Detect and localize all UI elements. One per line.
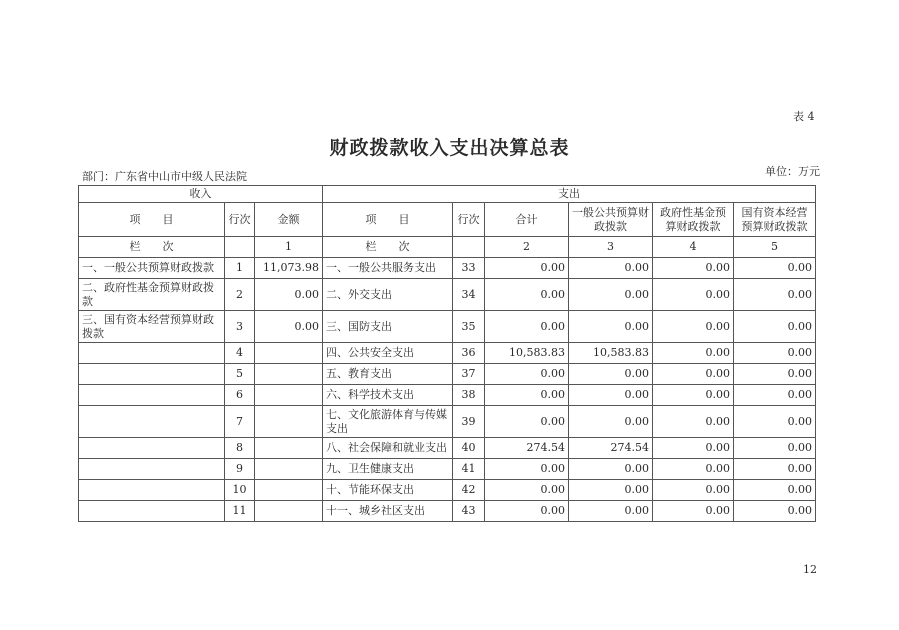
header-row-columns [79,203,816,237]
general-budget-value: 0.00 [569,279,653,311]
income-amount [255,438,323,459]
state-capital-value: 0.00 [734,311,816,343]
expense-item: 二、外交支出 [323,279,453,311]
general-budget-value: 10,583.83 [569,343,653,364]
income-amount: 0.00 [255,311,323,343]
income-item [79,385,225,406]
page-title: 财政拨款收入支出决算总表 [329,137,570,159]
income-item [79,459,225,480]
income-row-no: 8 [225,438,255,459]
general-budget-value: 0.00 [569,385,653,406]
gov-fund-value: 0.00 [653,258,734,279]
income-amount: 11,073.98 [255,258,323,279]
general-budget-value: 0.00 [569,406,653,438]
total-value: 0.00 [485,385,569,406]
state-capital-value: 0.00 [734,258,816,279]
total-value: 0.00 [485,364,569,385]
income-amount [255,480,323,501]
department-label: 部门：广东省中山市中级人民法院 [82,170,247,183]
income-row-no: 11 [225,501,255,522]
income-item [79,406,225,438]
expense-row-no: 40 [453,438,485,459]
income-amount [255,459,323,480]
gov-fund-value: 0.00 [653,343,734,364]
income-amount [255,364,323,385]
table-row [79,438,816,459]
gov-fund-value: 0.00 [653,364,734,385]
gov-fund-value: 0.00 [653,385,734,406]
general-budget-value: 0.00 [569,480,653,501]
total-value: 0.00 [485,501,569,522]
total-value: 0.00 [485,406,569,438]
gov-fund-header: 政府性基金预算财政拨款 [653,203,734,237]
expense-item: 十一、城乡社区支出 [323,501,453,522]
gov-fund-value: 0.00 [653,279,734,311]
col-index-2: 2 [485,237,569,258]
income-amount-header: 金额 [255,203,323,237]
col-index-5: 5 [734,237,816,258]
total-value: 0.00 [485,279,569,311]
state-capital-value: 0.00 [734,279,816,311]
page-number: 12 [803,563,817,576]
income-row-no: 10 [225,480,255,501]
gov-fund-value: 0.00 [653,311,734,343]
general-budget-value: 0.00 [569,501,653,522]
gov-fund-value: 0.00 [653,501,734,522]
expense-item: 一、一般公共服务支出 [323,258,453,279]
general-budget-value: 0.00 [569,311,653,343]
col-index-4: 4 [653,237,734,258]
income-item [79,480,225,501]
expense-row-no: 36 [453,343,485,364]
expense-item: 七、文化旅游体育与传媒支出 [323,406,453,438]
table-row [79,501,816,522]
expense-header: 支出 [323,186,816,203]
expense-row-no: 42 [453,480,485,501]
unit-label: 单位：万元 [765,165,820,178]
total-header: 合计 [485,203,569,237]
total-value: 0.00 [485,258,569,279]
income-row-no: 5 [225,364,255,385]
state-capital-value: 0.00 [734,459,816,480]
state-capital-value: 0.00 [734,343,816,364]
table-row [79,258,816,279]
table-row [79,279,816,311]
income-item [79,438,225,459]
empty-cell [225,237,255,258]
table-row [79,343,816,364]
income-item [79,364,225,385]
gov-fund-value: 0.00 [653,480,734,501]
income-amount: 0.00 [255,279,323,311]
state-capital-header: 国有资本经营预算财政拨款 [734,203,816,237]
general-budget-value: 274.54 [569,438,653,459]
expense-item-header: 项 目 [323,203,453,237]
col-index-3: 3 [569,237,653,258]
state-capital-value: 0.00 [734,438,816,459]
expense-row-no: 35 [453,311,485,343]
table-row [79,385,816,406]
expense-item: 四、公共安全支出 [323,343,453,364]
income-item: 一、一般公共预算财政拨款 [79,258,225,279]
income-amount [255,406,323,438]
income-row-no: 2 [225,279,255,311]
expense-row-no-header: 行次 [453,203,485,237]
expense-item: 五、教育支出 [323,364,453,385]
income-item: 二、政府性基金预算财政拨款 [79,279,225,311]
expense-row-no: 34 [453,279,485,311]
total-value: 10,583.83 [485,343,569,364]
gov-fund-value: 0.00 [653,406,734,438]
income-col-label: 栏 次 [79,237,225,258]
table-row [79,480,816,501]
income-row-no: 9 [225,459,255,480]
expense-row-no: 39 [453,406,485,438]
col-index-1: 1 [255,237,323,258]
state-capital-value: 0.00 [734,364,816,385]
general-budget-value: 0.00 [569,364,653,385]
total-value: 0.00 [485,459,569,480]
state-capital-value: 0.00 [734,385,816,406]
expense-item: 九、卫生健康支出 [323,459,453,480]
expense-row-no: 43 [453,501,485,522]
income-amount [255,501,323,522]
income-amount [255,343,323,364]
total-value: 0.00 [485,480,569,501]
table-row [79,364,816,385]
table-row [79,311,816,343]
income-item-header: 项 目 [79,203,225,237]
header-row-top [79,186,816,203]
table-number: 表 4 [793,110,815,123]
income-amount [255,385,323,406]
gov-fund-value: 0.00 [653,438,734,459]
income-row-no: 1 [225,258,255,279]
expense-row-no: 41 [453,459,485,480]
gov-fund-value: 0.00 [653,459,734,480]
fiscal-summary-table [78,185,816,522]
expense-item: 六、科学技术支出 [323,385,453,406]
income-header: 收入 [79,186,323,203]
table-row [79,406,816,438]
empty-cell [453,237,485,258]
total-value: 0.00 [485,311,569,343]
income-row-no: 6 [225,385,255,406]
expense-item: 十、节能环保支出 [323,480,453,501]
expense-row-no: 38 [453,385,485,406]
expense-row-no: 37 [453,364,485,385]
total-value: 274.54 [485,438,569,459]
expense-col-label: 栏 次 [323,237,453,258]
table-row [79,459,816,480]
income-row-no: 7 [225,406,255,438]
income-row-no: 3 [225,311,255,343]
expense-row-no: 33 [453,258,485,279]
column-index-row [79,237,816,258]
income-item [79,501,225,522]
general-budget-value: 0.00 [569,258,653,279]
income-row-no-header: 行次 [225,203,255,237]
general-budget-header: 一般公共预算财政拨款 [569,203,653,237]
expense-item: 八、社会保障和就业支出 [323,438,453,459]
expense-item: 三、国防支出 [323,311,453,343]
state-capital-value: 0.00 [734,406,816,438]
income-row-no: 4 [225,343,255,364]
income-item [79,343,225,364]
general-budget-value: 0.00 [569,459,653,480]
state-capital-value: 0.00 [734,501,816,522]
state-capital-value: 0.00 [734,480,816,501]
income-item: 三、国有资本经营预算财政拨款 [79,311,225,343]
